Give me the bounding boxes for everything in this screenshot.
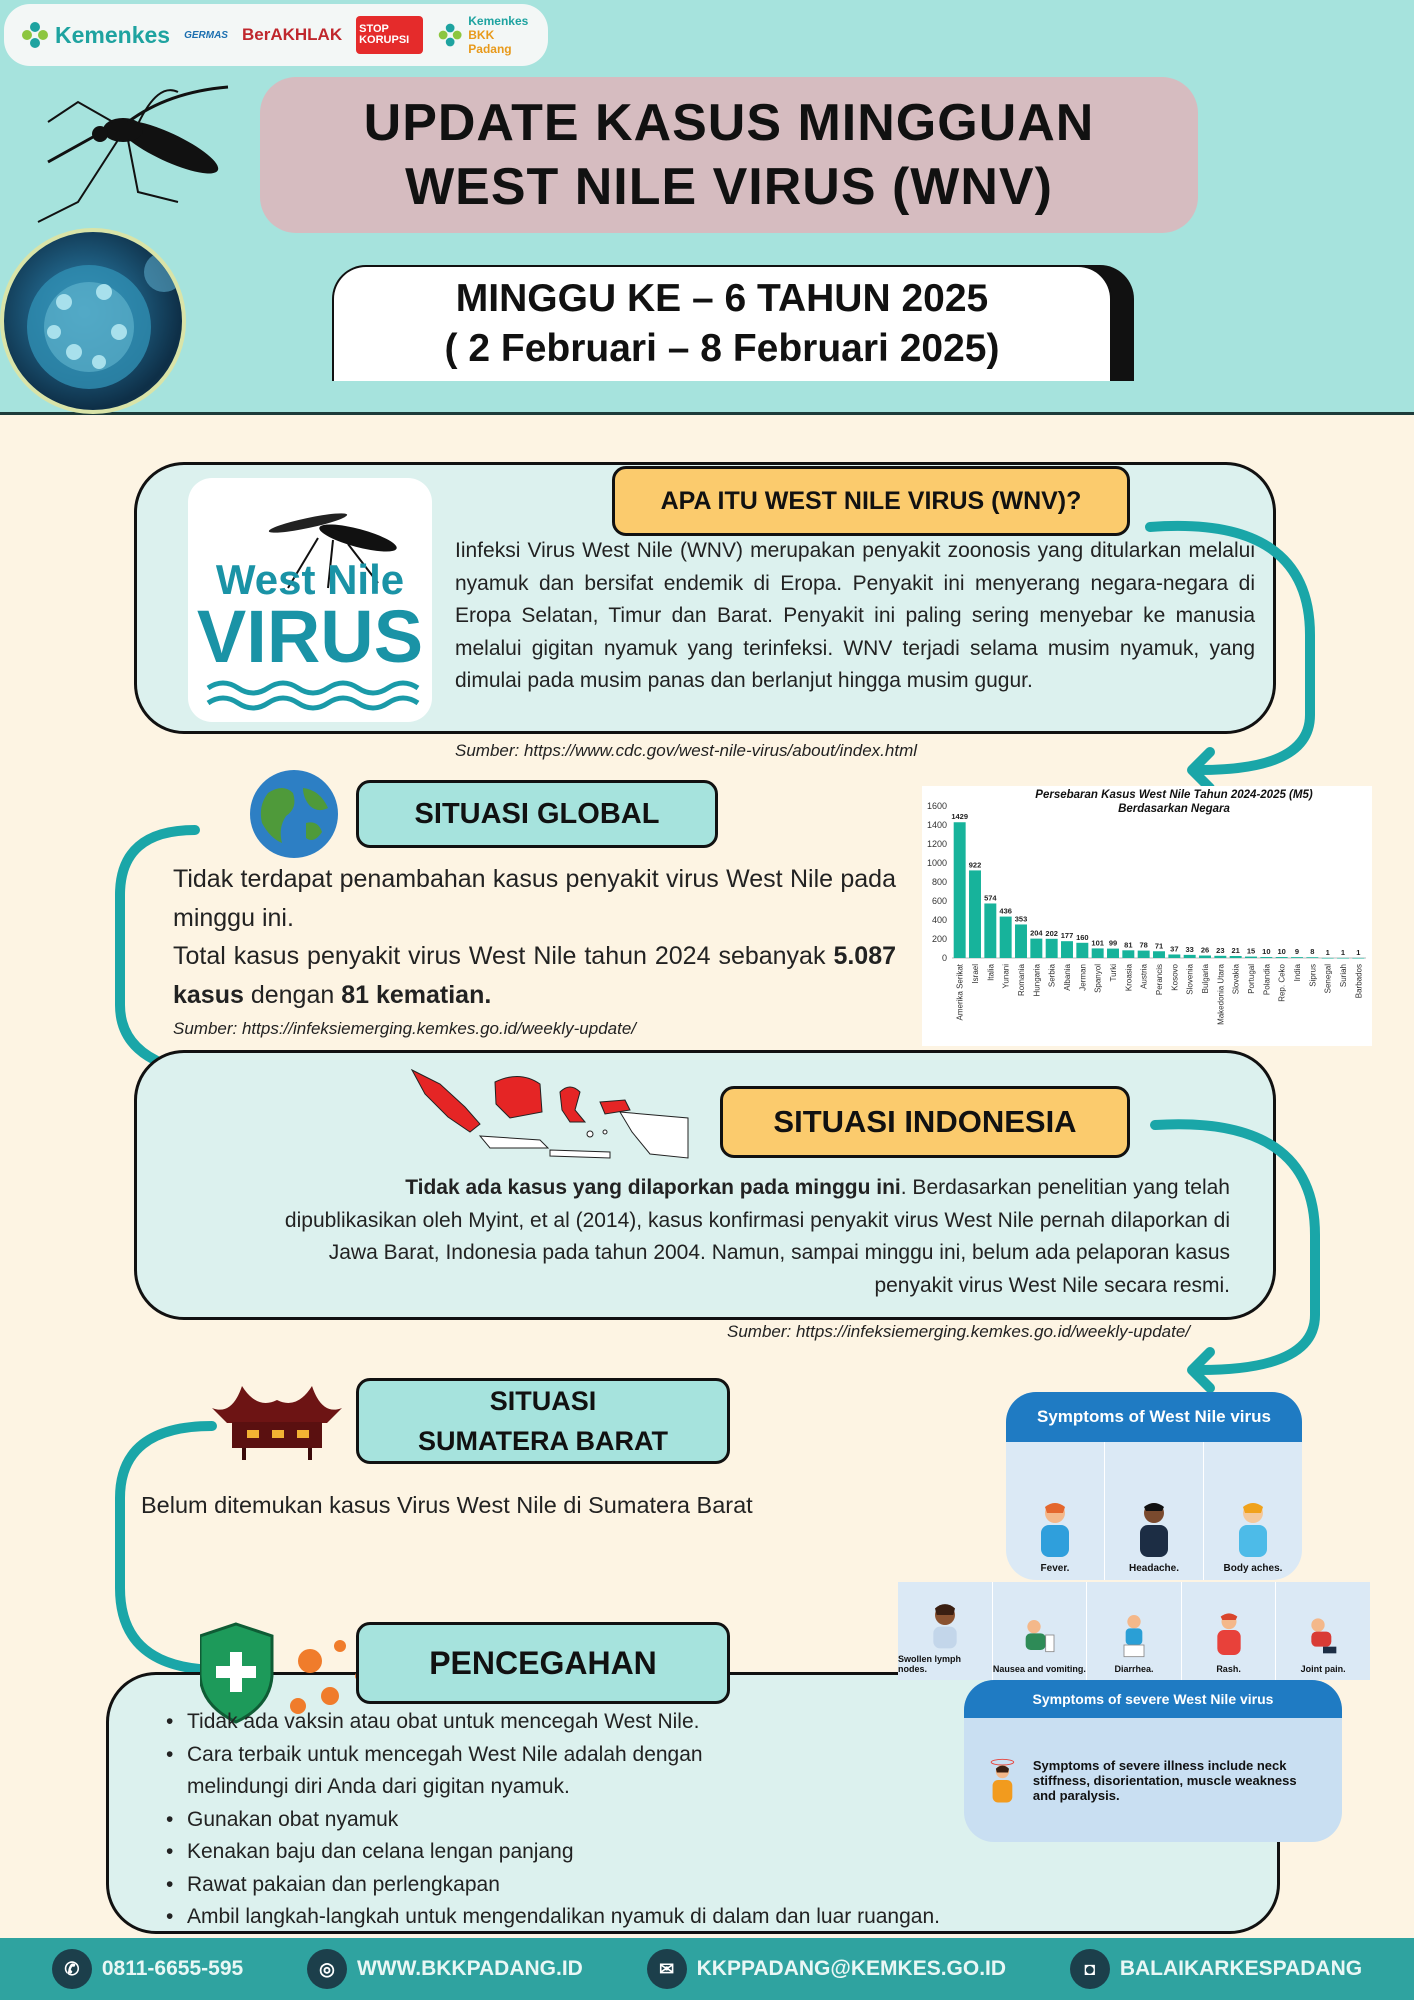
global-heading-text: SITUASI GLOBAL <box>414 797 660 830</box>
joint-pain-figure-icon <box>1303 1610 1343 1660</box>
germas-text: GERMAS <box>184 29 228 41</box>
chart-y-tick: 800 <box>931 877 947 887</box>
global-line1: Tidak terdapat penambahan kasus penyakit virus West Nile pada minggu ini. <box>173 865 896 932</box>
symptom-label: Body aches. <box>1223 1563 1283 1574</box>
symptom-label: Diarrhea. <box>1114 1664 1154 1674</box>
chart-bar <box>1322 958 1334 959</box>
prevention-item: • Rawat pakaian dan perlengkapan <box>166 1869 1026 1902</box>
chart-value-label: 160 <box>1076 932 1089 942</box>
virus-image <box>0 228 186 414</box>
lymph-figure-icon <box>925 1600 965 1650</box>
fever-figure-icon <box>1035 1499 1075 1559</box>
footer-instagram-text: BALAIKARKESPADANG <box>1119 1957 1363 1980</box>
globe-web-icon: ◎ <box>307 1949 347 1989</box>
sumbar-body: Belum ditemukan kasus Virus West Nile di Sumatera Barat <box>141 1492 753 1518</box>
chart-bar <box>1230 956 1242 958</box>
chart-svg <box>922 786 1372 1046</box>
global-text <box>173 860 896 1014</box>
chart-category-label: Perancis <box>1155 964 1164 996</box>
prevention-heading-text: PENCEGAHAN <box>429 1644 657 1681</box>
berakhlak-text: BerAKHLAK <box>241 25 343 44</box>
chart-value-label: 23 <box>1216 945 1225 955</box>
global-line2-mid: dengan <box>243 980 342 1009</box>
kemenkes-text: Kemenkes <box>55 21 171 48</box>
symptom-fever <box>1006 1442 1105 1580</box>
headache-figure-icon <box>1134 1499 1174 1559</box>
symptom-joint-pain <box>1276 1582 1370 1680</box>
chart-bar <box>1276 957 1288 958</box>
chart-bar <box>1000 917 1012 958</box>
symptom-headache <box>1105 1442 1204 1580</box>
chart-bar <box>1046 939 1058 958</box>
prevention-item: • Tidak ada vaksin atau obat untuk mencegah West Nile. <box>166 1706 1026 1739</box>
kemenkes-flower-icon <box>20 20 50 50</box>
chart-bar <box>1291 957 1303 958</box>
kemenkes-logo <box>20 20 170 50</box>
chart-y-tick: 400 <box>931 915 947 925</box>
logo-bar <box>4 4 548 66</box>
nausea-figure-icon <box>1019 1610 1059 1660</box>
chart-category-label: Makedonia Utara <box>1216 964 1226 1025</box>
severe-symptoms-panel <box>964 1680 1342 1842</box>
chart-y-tick: 1200 <box>926 839 947 849</box>
chart-value-label: 21 <box>1231 946 1240 956</box>
symptom-rash <box>1182 1582 1277 1680</box>
symptom-label: Swollen lymph nodes. <box>898 1654 962 1674</box>
indonesia-heading-text: SITUASI INDONESIA <box>773 1104 1077 1139</box>
chart-bar <box>1030 939 1042 958</box>
bkk-line1: Kemenkes <box>468 14 529 28</box>
chart-category-label: Albania <box>1063 964 1072 991</box>
symptoms-row2 <box>898 1582 1370 1680</box>
chart-value-label: 1 <box>1340 947 1346 957</box>
sumbar-heading <box>356 1378 730 1464</box>
prevention-item: • Gunakan obat nyamuk <box>166 1804 1026 1837</box>
symptom-label: Joint pain. <box>1300 1664 1346 1674</box>
prevention-item: • Kenakan baju dan celana lengan panjang <box>166 1836 1026 1869</box>
about-heading <box>612 466 1130 536</box>
chart-bar <box>1092 948 1104 958</box>
chart-category-label: India <box>1293 964 1302 982</box>
prevention-item: • Cara terbaik untuk mencegah West Nile adalah dengan melindungi diri Anda dari gigitan nyamuk. <box>166 1739 1026 1804</box>
chart-category-label: Amerika Serikat <box>955 964 965 1021</box>
chart-value-label: 9 <box>1294 947 1300 957</box>
rumah-gadang-icon <box>212 1378 342 1460</box>
chart-category-label: Senegal <box>1323 964 1333 994</box>
arrow-connector-3 <box>1150 1115 1340 1395</box>
chart-bar <box>969 870 981 958</box>
chart-value-label: 1 <box>1325 947 1330 957</box>
indonesia-map-icon <box>410 1062 692 1170</box>
chart-bar <box>1214 956 1226 958</box>
chart-category-label: Barbados <box>1354 964 1364 999</box>
email-icon: ✉ <box>647 1949 687 1989</box>
chart-value-label: 436 <box>999 906 1012 916</box>
chart-bar <box>1168 954 1180 958</box>
chart-category-label: Serbia <box>1047 964 1057 988</box>
chart-value-label: 78 <box>1139 940 1148 950</box>
wnv-logo-line1: West Nile <box>215 556 405 603</box>
chart-value-label: 922 <box>968 860 982 870</box>
wnv-logo <box>188 478 432 722</box>
chart-category-label: Hungaria <box>1032 964 1042 997</box>
footer-instagram[interactable] <box>1070 1949 1362 1989</box>
chart-category-label: Portugal <box>1247 964 1256 994</box>
chart-bar <box>1337 958 1349 959</box>
global-heading <box>356 780 718 848</box>
chart-category-label: Austria <box>1139 964 1149 989</box>
chart-y-tick: 1400 <box>926 820 947 830</box>
week-box <box>332 265 1112 381</box>
chart-bar <box>1352 958 1364 959</box>
footer-phone[interactable] <box>52 1949 243 1989</box>
body-aches-figure-icon <box>1233 1499 1273 1559</box>
chart-bar <box>1306 957 1318 958</box>
chart-bar <box>1107 949 1119 958</box>
chart-bar <box>1245 957 1257 958</box>
symptom-diarrhea <box>1087 1582 1182 1680</box>
chart-value-label: 71 <box>1154 941 1164 951</box>
about-heading-text: APA ITU WEST NILE VIRUS (WNV)? <box>660 486 1082 515</box>
bkk-line2: BKK Padang <box>468 28 512 56</box>
mosquito-icon <box>18 82 248 232</box>
footer-phone-text: 0811-6655-595 <box>101 1957 244 1980</box>
chart-value-label: 1429 <box>951 812 969 822</box>
sumbar-heading-line2: SUMATERA BARAT <box>418 1426 668 1456</box>
chart-y-tick: 0 <box>941 953 947 963</box>
chart-bar <box>1076 943 1088 958</box>
global-line2 <box>173 937 896 1014</box>
severe-symptoms-title: Symptoms of severe West Nile virus <box>964 1680 1342 1718</box>
chart-bar <box>1061 941 1073 958</box>
diarrhea-figure-icon <box>1114 1610 1154 1660</box>
chart-y-tick: 1600 <box>926 801 947 811</box>
chart-category-label: Siprus <box>1308 964 1318 987</box>
chart-y-tick: 200 <box>931 934 947 944</box>
chart-value-label: 10 <box>1277 947 1286 957</box>
chart-category-label: Kroasia <box>1124 964 1134 992</box>
germas-logo <box>184 30 228 41</box>
indonesia-heading <box>720 1086 1130 1158</box>
indonesia-body <box>272 1172 1230 1302</box>
chart-bar <box>984 903 996 958</box>
symptom-swollen-lymph <box>898 1582 993 1680</box>
chart-category-label: Israel <box>971 964 980 984</box>
chart-category-label: Suriah <box>1339 964 1348 988</box>
chart-value-label: 10 <box>1262 947 1271 957</box>
chart-value-label: 8 <box>1310 947 1315 957</box>
chart-value-label: 33 <box>1185 944 1194 954</box>
stop-korupsi-text: STOP KORUPSI <box>359 23 410 46</box>
symptoms-panel <box>1006 1392 1302 1580</box>
chart-bar <box>1122 950 1134 958</box>
chart-bar <box>1153 951 1165 958</box>
footer-web-text: WWW.BKKPADANG.ID <box>356 1957 583 1980</box>
chart-value-label: 177 <box>1060 931 1074 941</box>
arrow-connector-1 <box>1140 515 1340 795</box>
about-source: Sumber: https://www.cdc.gov/west-nile-virus/about/index.html <box>455 741 918 760</box>
chart-bar <box>1184 955 1196 958</box>
chart-bar <box>954 822 966 958</box>
sumbar-heading-line1: SITUASI <box>489 1386 597 1416</box>
chart-category-label: Kosovo <box>1170 964 1180 991</box>
prevention-item: • Ambil langkah-langkah untuk mengendalikan nyamuk di dalam dan luar ruangan. <box>166 1901 1206 1934</box>
virus-particle-icon <box>4 232 186 414</box>
chart-category-label: Bulgaria <box>1201 964 1210 994</box>
chart-y-tick: 1000 <box>926 858 947 868</box>
chart-category-label: Turki <box>1109 964 1118 982</box>
chart-value-label: 574 <box>984 893 997 903</box>
symptoms-title: Symptoms of West Nile virus <box>1006 1392 1302 1442</box>
chart-bar <box>1260 957 1272 958</box>
chart-value-label: 202 <box>1045 928 1058 938</box>
severe-symptoms-text: Symptoms of severe illness include neck stiffness, disorientation, muscle weakness and paralysis. <box>1032 1757 1297 1803</box>
main-title-line2: WEST NILE VIRUS (WNV) <box>405 158 1053 216</box>
stop-korupsi-logo <box>356 16 423 54</box>
bkk-flower-icon <box>437 20 463 50</box>
contact-footer <box>0 1938 1414 2000</box>
berakhlak-logo <box>242 25 342 45</box>
instagram-icon: ◘ <box>1070 1949 1110 1989</box>
symptom-label: Headache. <box>1128 1563 1180 1574</box>
indonesia-source: Sumber: https://infeksiemerging.kemkes.go.id/weekly-update/ <box>727 1322 1191 1341</box>
chart-bar <box>1138 951 1150 958</box>
header-banner <box>0 0 1414 415</box>
chart-category-label: Italia <box>986 964 996 981</box>
footer-email-text: KKPPADANG@KEMKES.GO.ID <box>696 1957 1007 1980</box>
chart-value-label: 101 <box>1091 938 1104 948</box>
chart-value-label: 26 <box>1200 945 1210 955</box>
chart-bar <box>1199 956 1211 958</box>
phone-icon: ✆ <box>52 1949 92 1989</box>
week-line2: ( 2 Februari – 8 Februari 2025) <box>444 327 1000 370</box>
chart-subtitle: Berdasarkan Negara <box>1118 803 1230 815</box>
chart-category-label: Romania <box>1017 964 1026 997</box>
chart-title: Persebaran Kasus West Nile Tahun 2024-2025 (M5) <box>1035 789 1313 801</box>
indonesia-body-text: . Berdasarkan penelitian yang telah dipublikasikan oleh Myint, et al (2014), kasus konfirmasi penyakit virus West Nile pernah dilaporkan di Jawa Barat, Indonesia pada tahun 2004. Namun, sampai minggu ini, belum ada pelaporan kasus penyakit virus West Nile secara resmi. <box>284 1176 1230 1297</box>
symptom-label: Nausea and vomiting. <box>992 1664 1086 1674</box>
symptom-nausea <box>993 1582 1088 1680</box>
week-line1: MINGGU KE – 6 TAHUN 2025 <box>455 277 989 320</box>
indonesia-bold-text: Tidak ada kasus yang dilaporkan pada minggu ini <box>405 1176 901 1199</box>
global-line2-prefix: Total kasus penyakit virus West Nile tahun 2024 sebanyak <box>173 942 834 970</box>
bkk-padang-logo <box>437 14 532 56</box>
footer-email[interactable] <box>647 1949 1006 1989</box>
chart-category-label: Jerman <box>1078 964 1088 991</box>
chart-value-label: 204 <box>1030 928 1043 938</box>
chart-value-label: 353 <box>1014 914 1028 924</box>
chart-value-label: 1 <box>1356 947 1361 957</box>
global-deaths: 81 kematian. <box>341 980 492 1009</box>
symptom-body-aches <box>1204 1442 1302 1580</box>
chart-category-label: Polandia <box>1262 964 1272 996</box>
global-source: Sumber: https://infeksiemerging.kemkes.go.id/weekly-update/ <box>173 1019 637 1038</box>
wnv-logo-line2: VIRUS <box>196 595 424 678</box>
chart-category-label: Slovenia <box>1185 964 1195 995</box>
prevention-heading <box>356 1622 730 1704</box>
main-title-box <box>260 77 1198 233</box>
chart-value-label: 81 <box>1124 940 1133 950</box>
chart-category-label: Spanyol <box>1093 964 1103 993</box>
chart-value-label: 99 <box>1108 938 1118 948</box>
prevention-list <box>166 1706 1026 1934</box>
chart-value-label: 15 <box>1246 946 1256 956</box>
footer-website[interactable] <box>307 1949 583 1989</box>
country-cases-chart <box>922 786 1372 1046</box>
rash-figure-icon <box>1209 1610 1249 1660</box>
main-title-line1: UPDATE KASUS MINGGUAN <box>363 94 1095 152</box>
chart-category-label: Rep. Ceko <box>1277 964 1287 1002</box>
dizzy-person-icon <box>986 1730 1019 1830</box>
symptom-label: Fever. <box>1040 1563 1070 1574</box>
chart-y-tick: 600 <box>931 896 947 906</box>
chart-category-label: Yunani <box>1001 964 1011 989</box>
symptom-label: Rash. <box>1216 1664 1241 1674</box>
about-body: Iinfeksi Virus West Nile (WNV) merupakan penyakit zoonosis yang ditularkan melalui nyamuk dan bersifat endemik di Eropa. Penyakit ini menyerang negara-negara di Eropa Selatan, Timur dan Barat. Penyakit ini paling sering menyebar ke manusia melalui gigitan nyamuk yang terinfeksi. WNV terjadi selama musim nyamuk, yang dimulai pada musim panas dan berlanjut hingga musim gugur. <box>455 539 1255 692</box>
chart-value-label: 37 <box>1170 944 1179 954</box>
global-cases: 5.087 kasus <box>173 942 896 1009</box>
chart-category-label: Slovakia <box>1231 964 1241 995</box>
chart-bar <box>1015 924 1027 958</box>
